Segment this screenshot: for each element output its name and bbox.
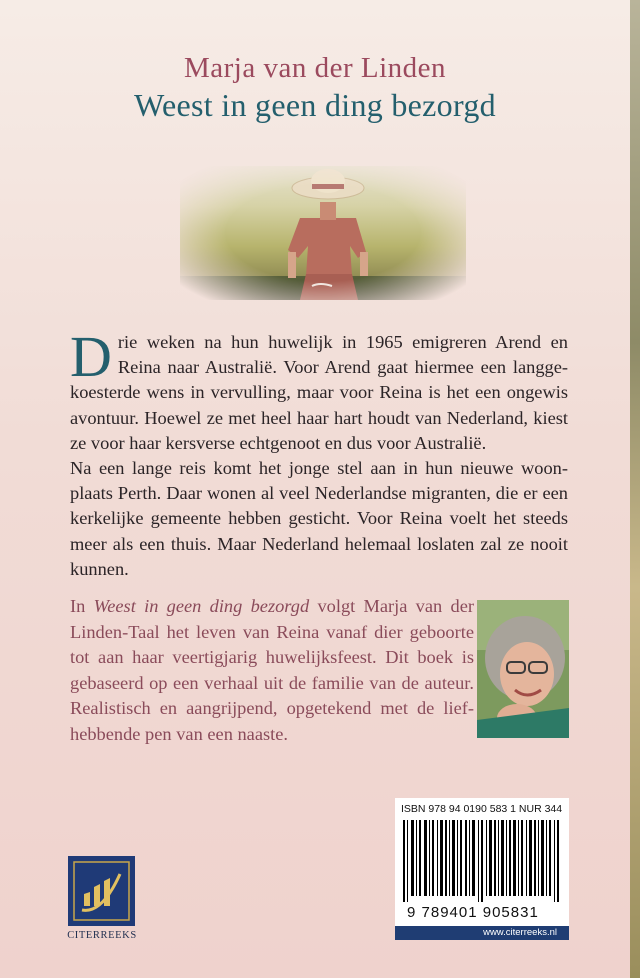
blurb-main [70, 324, 568, 582]
isbn-nur-label: ISBN 978 94 0190 583 1 NUR 344 [401, 803, 563, 815]
author-portrait-illustration [477, 600, 569, 738]
woman-figure-illustration [180, 166, 466, 300]
publisher-logo [68, 856, 135, 926]
book-spine-edge [630, 0, 640, 978]
about-book-title: Weest in geen ding bezorgd [93, 596, 310, 616]
blurb-paragraph-1: rie weken na hun huwelijk in 1965 emigreren Arend en Reina naar Australië. Voor Arend gaat hiermee een langgekoesterde wens in vervulling, maar voor Reina is het een ongewis avontuur. Hoewel ze met heel haar hart houdt van Nederland, kiest ze voor haar kersverse echtgenoot en dus voor Australië. [70, 332, 568, 453]
about-intro: In [70, 596, 86, 616]
author-name: Marja van der Linden [183, 52, 447, 84]
about-text: volgt Marja van der Linden-Taal het leven van Reina vanaf dier geboorte tot aan haar veertigjarig huwelijksfeest. Dit boek is gebaseerd op een verhaal uit de familie van de auteur. Realistisch en aangrijpend, opgetekend met de liefhebbende pen van een naaste. [70, 596, 474, 744]
barcode-number: 9 789401 905831 [407, 904, 539, 921]
blurb-paragraph-2: Na een lange reis komt het jonge stel aan in hun nieuwe woonplaats Perth. Daar wonen al veel Nederlandse migranten, die er een kerkelijke gemeente hebben gesticht. Voor Reina voelt het steeds meer als een thuis. Maar Nederland helemaal loslaten zal ze nooit kunnen. [70, 458, 568, 579]
about-author-paragraph [70, 594, 474, 747]
book-title: Weest in geen ding bezorgd [134, 87, 496, 123]
publisher-url: www.citerreeks.nl [483, 927, 557, 938]
cover-photo-woman-in-field [180, 166, 466, 300]
publisher-url-strip [395, 926, 569, 940]
citerreeks-logo-icon [68, 856, 135, 926]
barcode-bars [403, 820, 561, 902]
drop-cap-letter: D [70, 324, 112, 389]
author-portrait-photo [477, 600, 569, 738]
publisher-name: CITERREEKS [67, 930, 137, 941]
barcode-panel [395, 798, 569, 940]
